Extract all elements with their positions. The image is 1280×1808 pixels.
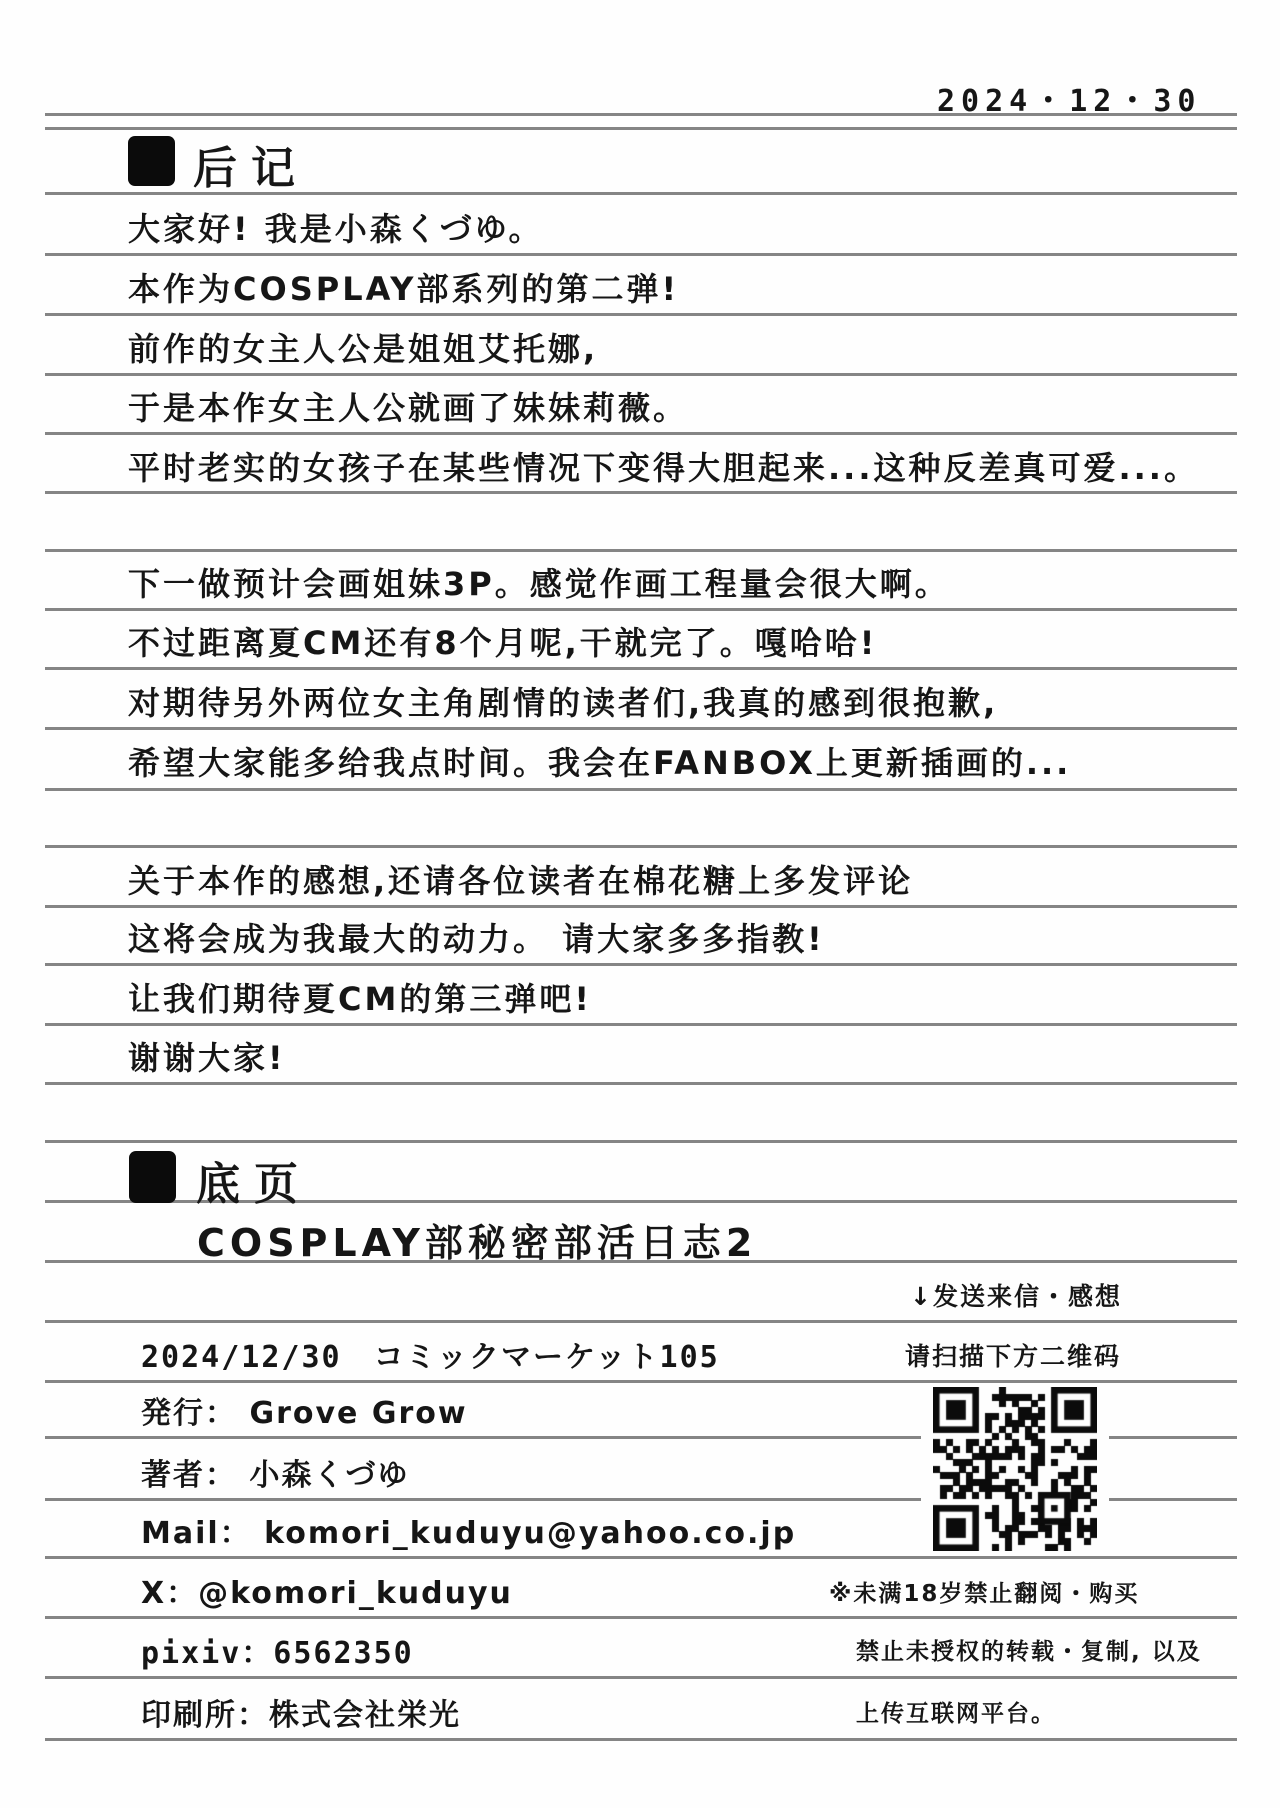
age-restriction-notice: ※未满18岁禁止翻阅・购买 — [829, 1581, 1140, 1607]
author-line: 著者： 小森くづゆ — [141, 1458, 410, 1493]
ruled-line — [45, 1380, 1237, 1383]
x-handle-line: X：@komori_kuduyu — [141, 1576, 513, 1611]
afterword-line: 下一做预计会画姐妹3P。感觉作画工程量会很大啊。 — [128, 565, 950, 603]
afterword-line: 本作为COSPLAY部系列的第二弹! — [128, 270, 680, 308]
book-title: COSPLAY部秘密部活日志2 — [197, 1221, 758, 1265]
afterword-line: 关于本作的感想,还请各位读者在棉花糖上多发评论 — [128, 862, 914, 900]
ruled-line — [45, 491, 1237, 494]
ruled-line — [45, 1140, 1237, 1143]
afterword-line: 前作的女主人公是姐姐艾托娜, — [128, 330, 599, 368]
ruled-line — [45, 432, 1237, 435]
afterword-line: 对期待另外两位女主角剧情的读者们,我真的感到很抱歉, — [128, 684, 999, 722]
ruled-line — [45, 905, 1237, 908]
repost-prohibition-notice: 禁止未授权的转载・复制, 以及 — [856, 1639, 1202, 1665]
qr-cta-line2: 请扫描下方二维码 — [905, 1342, 1122, 1371]
section-marker-square — [129, 1151, 176, 1203]
mail-line: Mail： komori_kuduyu@yahoo.co.jp — [141, 1516, 797, 1551]
ruled-line — [45, 845, 1237, 848]
afterword-line: 希望大家能多给我点时间。我会在FANBOX上更新插画的... — [128, 744, 1072, 782]
afterword-line: 大家好! 我是小森くづゆ。 — [128, 210, 544, 248]
publisher-line: 発行： Grove Grow — [141, 1396, 468, 1431]
ruled-line — [45, 608, 1237, 611]
section-marker-square — [128, 136, 175, 186]
ruled-line — [45, 1556, 1237, 1559]
afterword-line: 不过距离夏CM还有8个月呢,干就完了。嘎哈哈! — [128, 624, 878, 662]
afterword-line: 平时老实的女孩子在某些情况下变得大胆起来...这种反差真可爱...。 — [128, 449, 1199, 487]
ruled-line — [45, 788, 1237, 791]
printer-line: 印刷所：株式会社栄光 — [141, 1698, 461, 1733]
ruled-line — [45, 1676, 1237, 1679]
ruled-line — [45, 727, 1237, 730]
qr-code — [933, 1387, 1097, 1551]
page-date: 2024・12・30 — [937, 84, 1202, 119]
afterword-heading: 后记 — [193, 143, 309, 194]
ruled-line — [45, 1320, 1237, 1323]
colophon-heading: 底页 — [196, 1159, 312, 1210]
qr-code-box — [921, 1384, 1109, 1554]
pixiv-line: pixiv：6562350 — [141, 1636, 414, 1671]
ruled-line — [45, 667, 1237, 670]
qr-cta-line1: ↓发送来信・感想 — [910, 1282, 1122, 1311]
afterword-line: 让我们期待夏CM的第三弹吧! — [128, 980, 592, 1018]
afterword-line: 谢谢大家! — [128, 1039, 286, 1077]
ruled-line — [45, 373, 1237, 376]
ruled-line — [45, 963, 1237, 966]
event-line: 2024/12/30 コミックマーケット105 — [141, 1340, 720, 1375]
ruled-line — [45, 253, 1237, 256]
ruled-line — [45, 1738, 1237, 1741]
upload-prohibition-notice: 上传互联网平台。 — [856, 1701, 1056, 1727]
ruled-line — [45, 313, 1237, 316]
afterword-line: 这将会成为我最大的动力。 请大家多多指教! — [128, 920, 825, 958]
afterword-line: 于是本作女主人公就画了妹妹莉薇。 — [128, 389, 689, 427]
ruled-line — [45, 549, 1237, 552]
ruled-line — [45, 127, 1237, 130]
ruled-line — [45, 1616, 1237, 1619]
ruled-line — [45, 1082, 1237, 1085]
ruled-line — [45, 1023, 1237, 1026]
